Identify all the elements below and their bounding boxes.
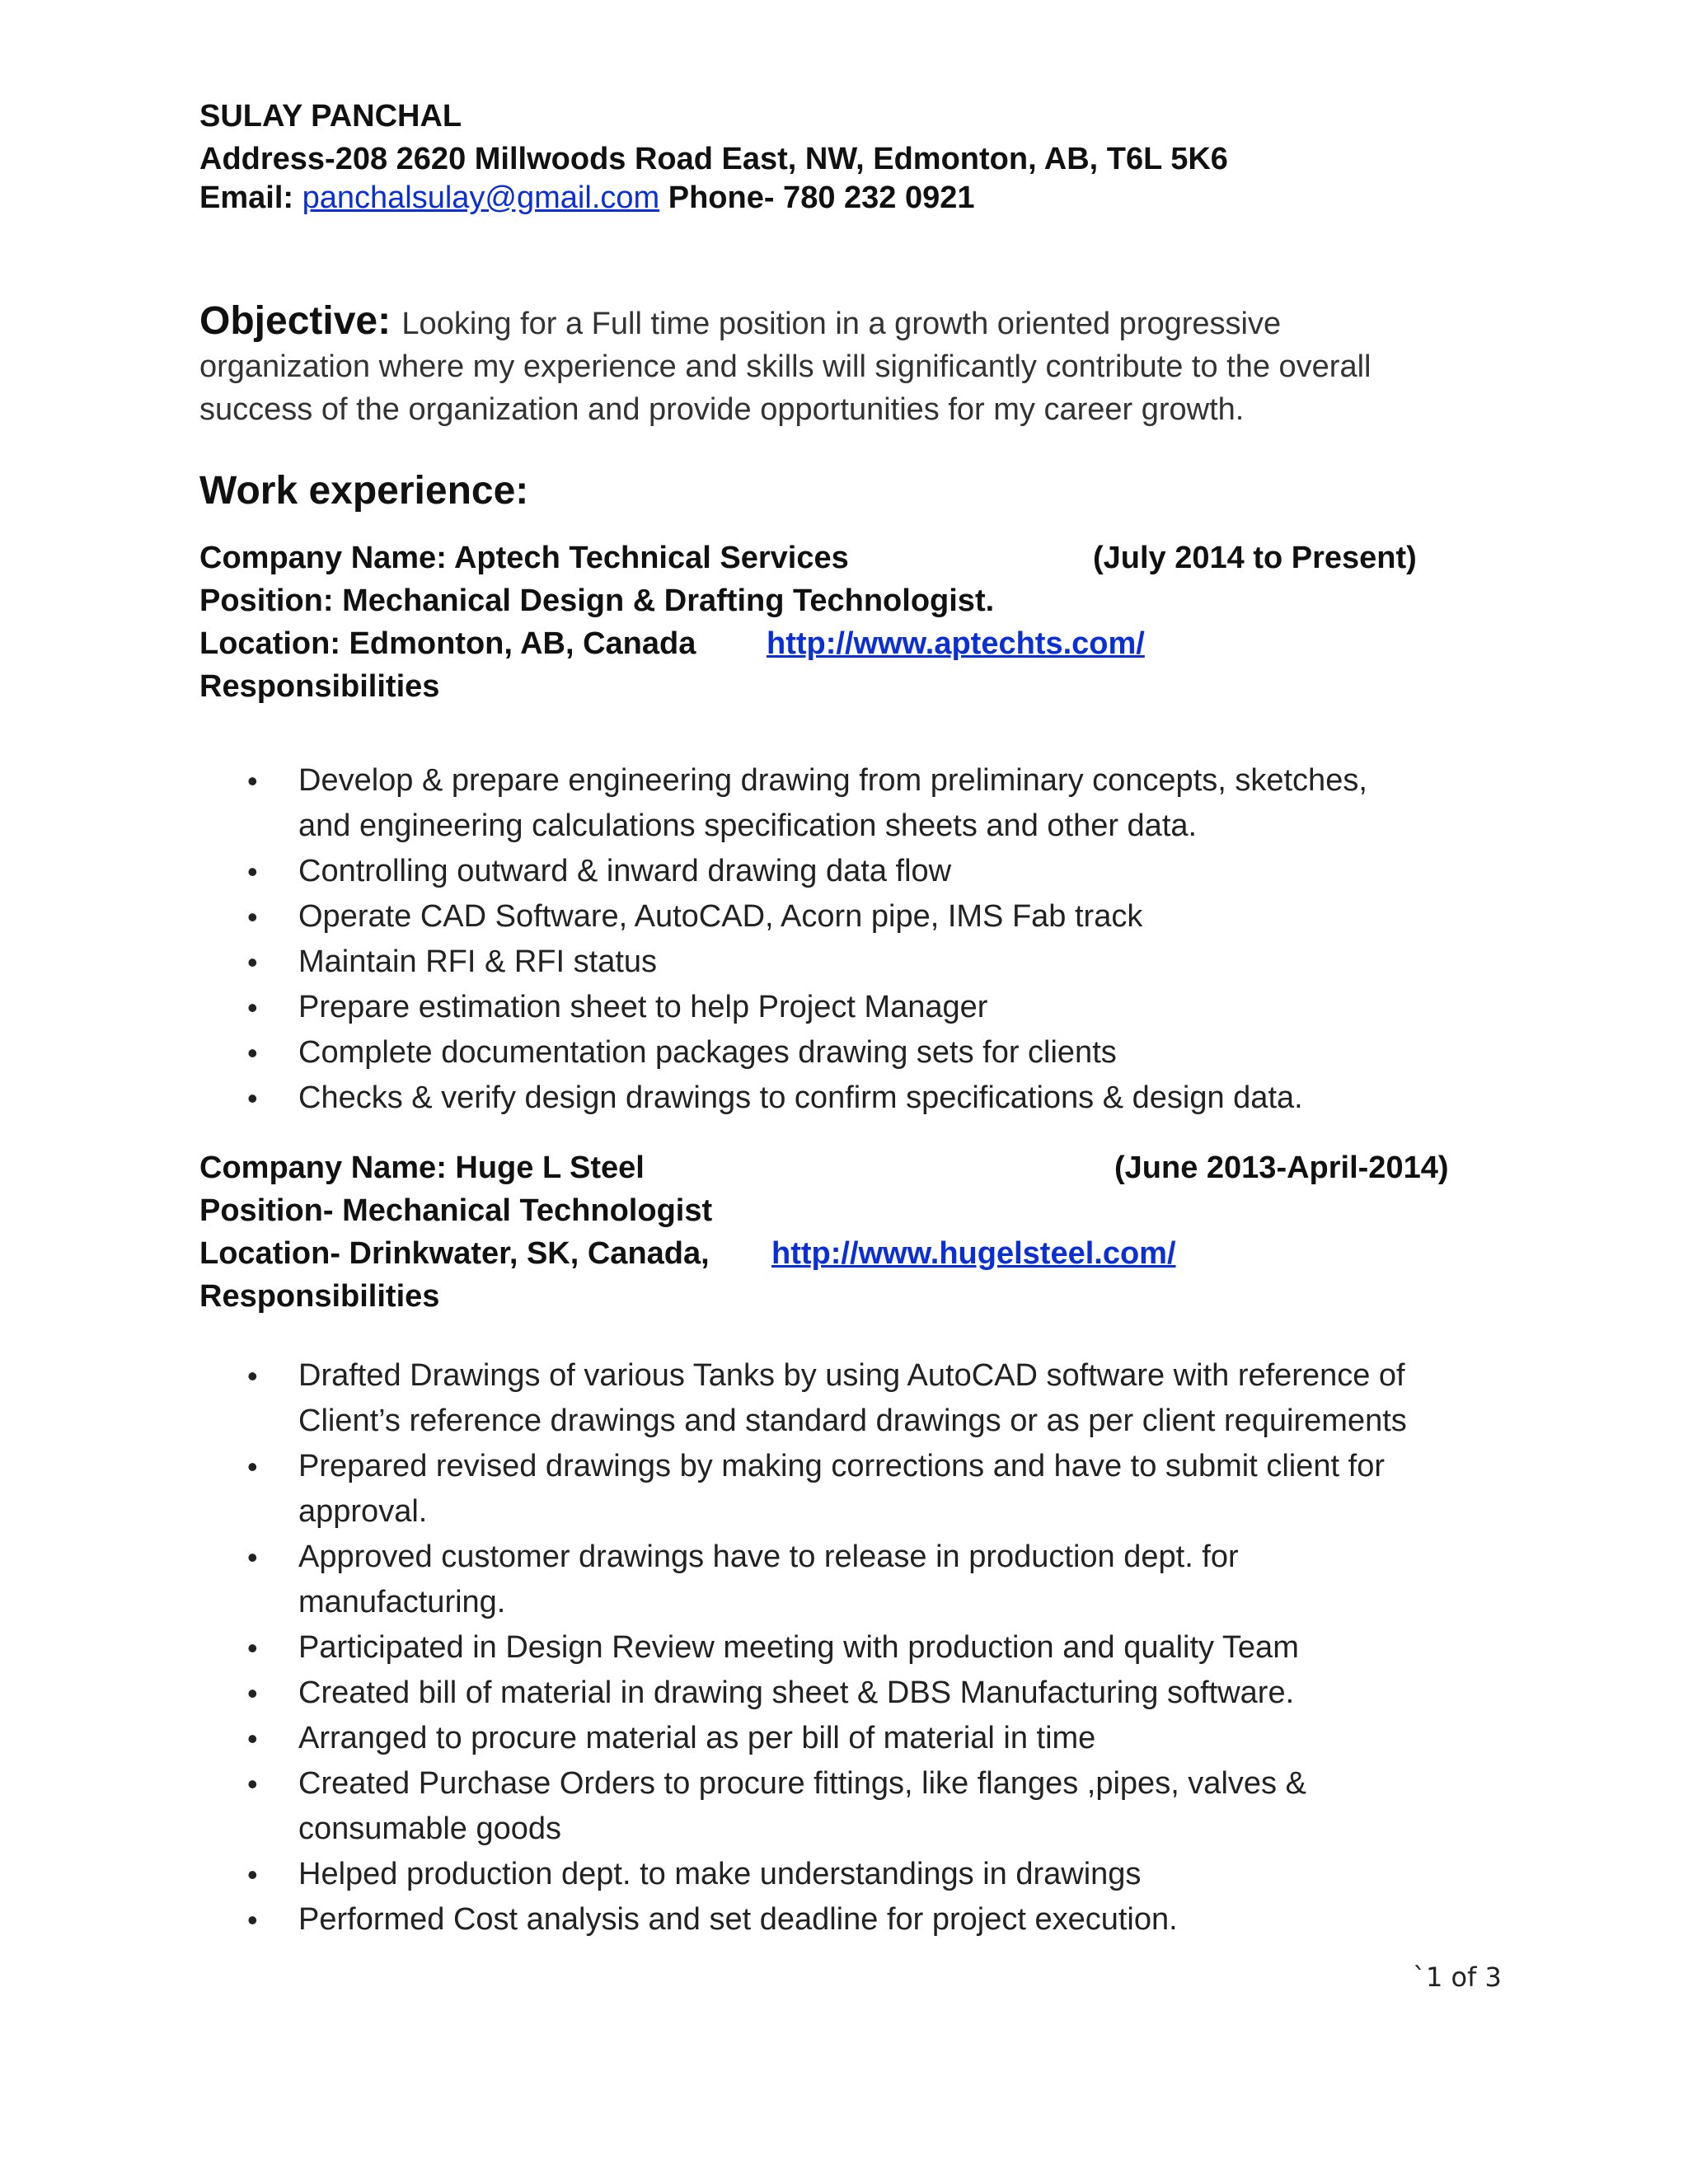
job-2-company: Company Name: Huge L Steel <box>199 1151 645 1185</box>
list-item: • Approved customer drawings have to release in production dept. for <box>247 1535 1500 1580</box>
list-item: • Operate CAD Software, AutoCAD, Acorn pipe, IMS Fab track <box>247 894 1500 940</box>
job-1-website-link[interactable]: http://www.aptechts.com/ <box>767 626 1145 661</box>
list-item: • Prepared revised drawings by making corrections and have to submit client for <box>247 1444 1500 1489</box>
list-item: • Participated in Design Review meeting with production and quality Team <box>247 1625 1500 1671</box>
objective-block <box>199 298 1281 344</box>
list-item: • Maintain RFI & RFI status <box>247 940 1500 985</box>
phone-text: Phone- 780 232 0921 <box>668 180 975 215</box>
list-item-continuation: manufacturing. <box>298 1585 506 1619</box>
job-2-responsibilities-list <box>247 1353 1500 1943</box>
objective-text-line-3: success of the organization and provide opportunities for my career growth. <box>199 392 1245 427</box>
job-1-location: Location: Edmonton, AB, Canada <box>199 626 696 661</box>
candidate-name: SULAY PANCHAL <box>199 99 462 134</box>
job-2-location: Location- Drinkwater, SK, Canada, <box>199 1236 710 1271</box>
job-1-company: Company Name: Aptech Technical Services <box>199 541 849 575</box>
page-number: `1 of 3 <box>1413 1961 1502 1993</box>
job-2-position: Position- Mechanical Technologist <box>199 1193 713 1228</box>
email-label: Email: <box>199 180 294 215</box>
list-item-continuation: and engineering calculations specification sheets and other data. <box>298 808 1198 843</box>
job-1-responsibilities-label: Responsibilities <box>199 669 440 704</box>
job-1-responsibilities-list <box>247 758 1500 1121</box>
list-item-continuation: consumable goods <box>298 1811 561 1846</box>
list-item: • Controlling outward & inward drawing data flow <box>247 849 1500 894</box>
job-2-website-link[interactable]: http://www.hugelsteel.com/ <box>771 1236 1176 1271</box>
list-item-continuation: Client’s reference drawings and standard drawings or as per client requirements <box>298 1404 1407 1438</box>
list-item-continuation: approval. <box>298 1494 428 1529</box>
job-2-responsibilities-label: Responsibilities <box>199 1279 440 1314</box>
job-2-dates: (June 2013-April-2014) <box>1114 1151 1449 1185</box>
list-item: • Develop & prepare engineering drawing from preliminary concepts, sketches, <box>247 758 1500 804</box>
email-link[interactable]: panchalsulay@gmail.com <box>302 180 660 215</box>
list-item: • Created Purchase Orders to procure fittings, like flanges ,pipes, valves & <box>247 1761 1500 1807</box>
list-item: • Arranged to procure material as per bill of material in time <box>247 1716 1500 1761</box>
list-item: • Drafted Drawings of various Tanks by using AutoCAD software with reference of <box>247 1353 1500 1399</box>
list-item: • Complete documentation packages drawing sets for clients <box>247 1030 1500 1076</box>
list-item: • Checks & verify design drawings to confirm specifications & design data. <box>247 1076 1500 1121</box>
work-experience-heading: Work experience: <box>199 469 529 513</box>
list-item: • Helped production dept. to make understandings in drawings <box>247 1852 1500 1897</box>
job-1-position: Position: Mechanical Design & Drafting Technologist. <box>199 583 995 618</box>
list-item: • Performed Cost analysis and set deadline for project execution. <box>247 1897 1500 1943</box>
objective-heading: Objective: <box>199 299 392 343</box>
contact-line <box>199 179 975 217</box>
address-line: Address-208 2620 Millwoods Road East, NW, Edmonton, AB, T6L 5K6 <box>199 142 1228 176</box>
list-item: • Created bill of material in drawing sheet & DBS Manufacturing software. <box>247 1671 1500 1716</box>
objective-text-line-2: organization where my experience and skills will significantly contribute to the overall <box>199 349 1372 384</box>
job-1-dates: (July 2014 to Present) <box>1093 541 1417 575</box>
objective-text-line-1: Looking for a Full time position in a growth oriented progressive <box>401 307 1282 341</box>
list-item: • Prepare estimation sheet to help Project Manager <box>247 985 1500 1030</box>
